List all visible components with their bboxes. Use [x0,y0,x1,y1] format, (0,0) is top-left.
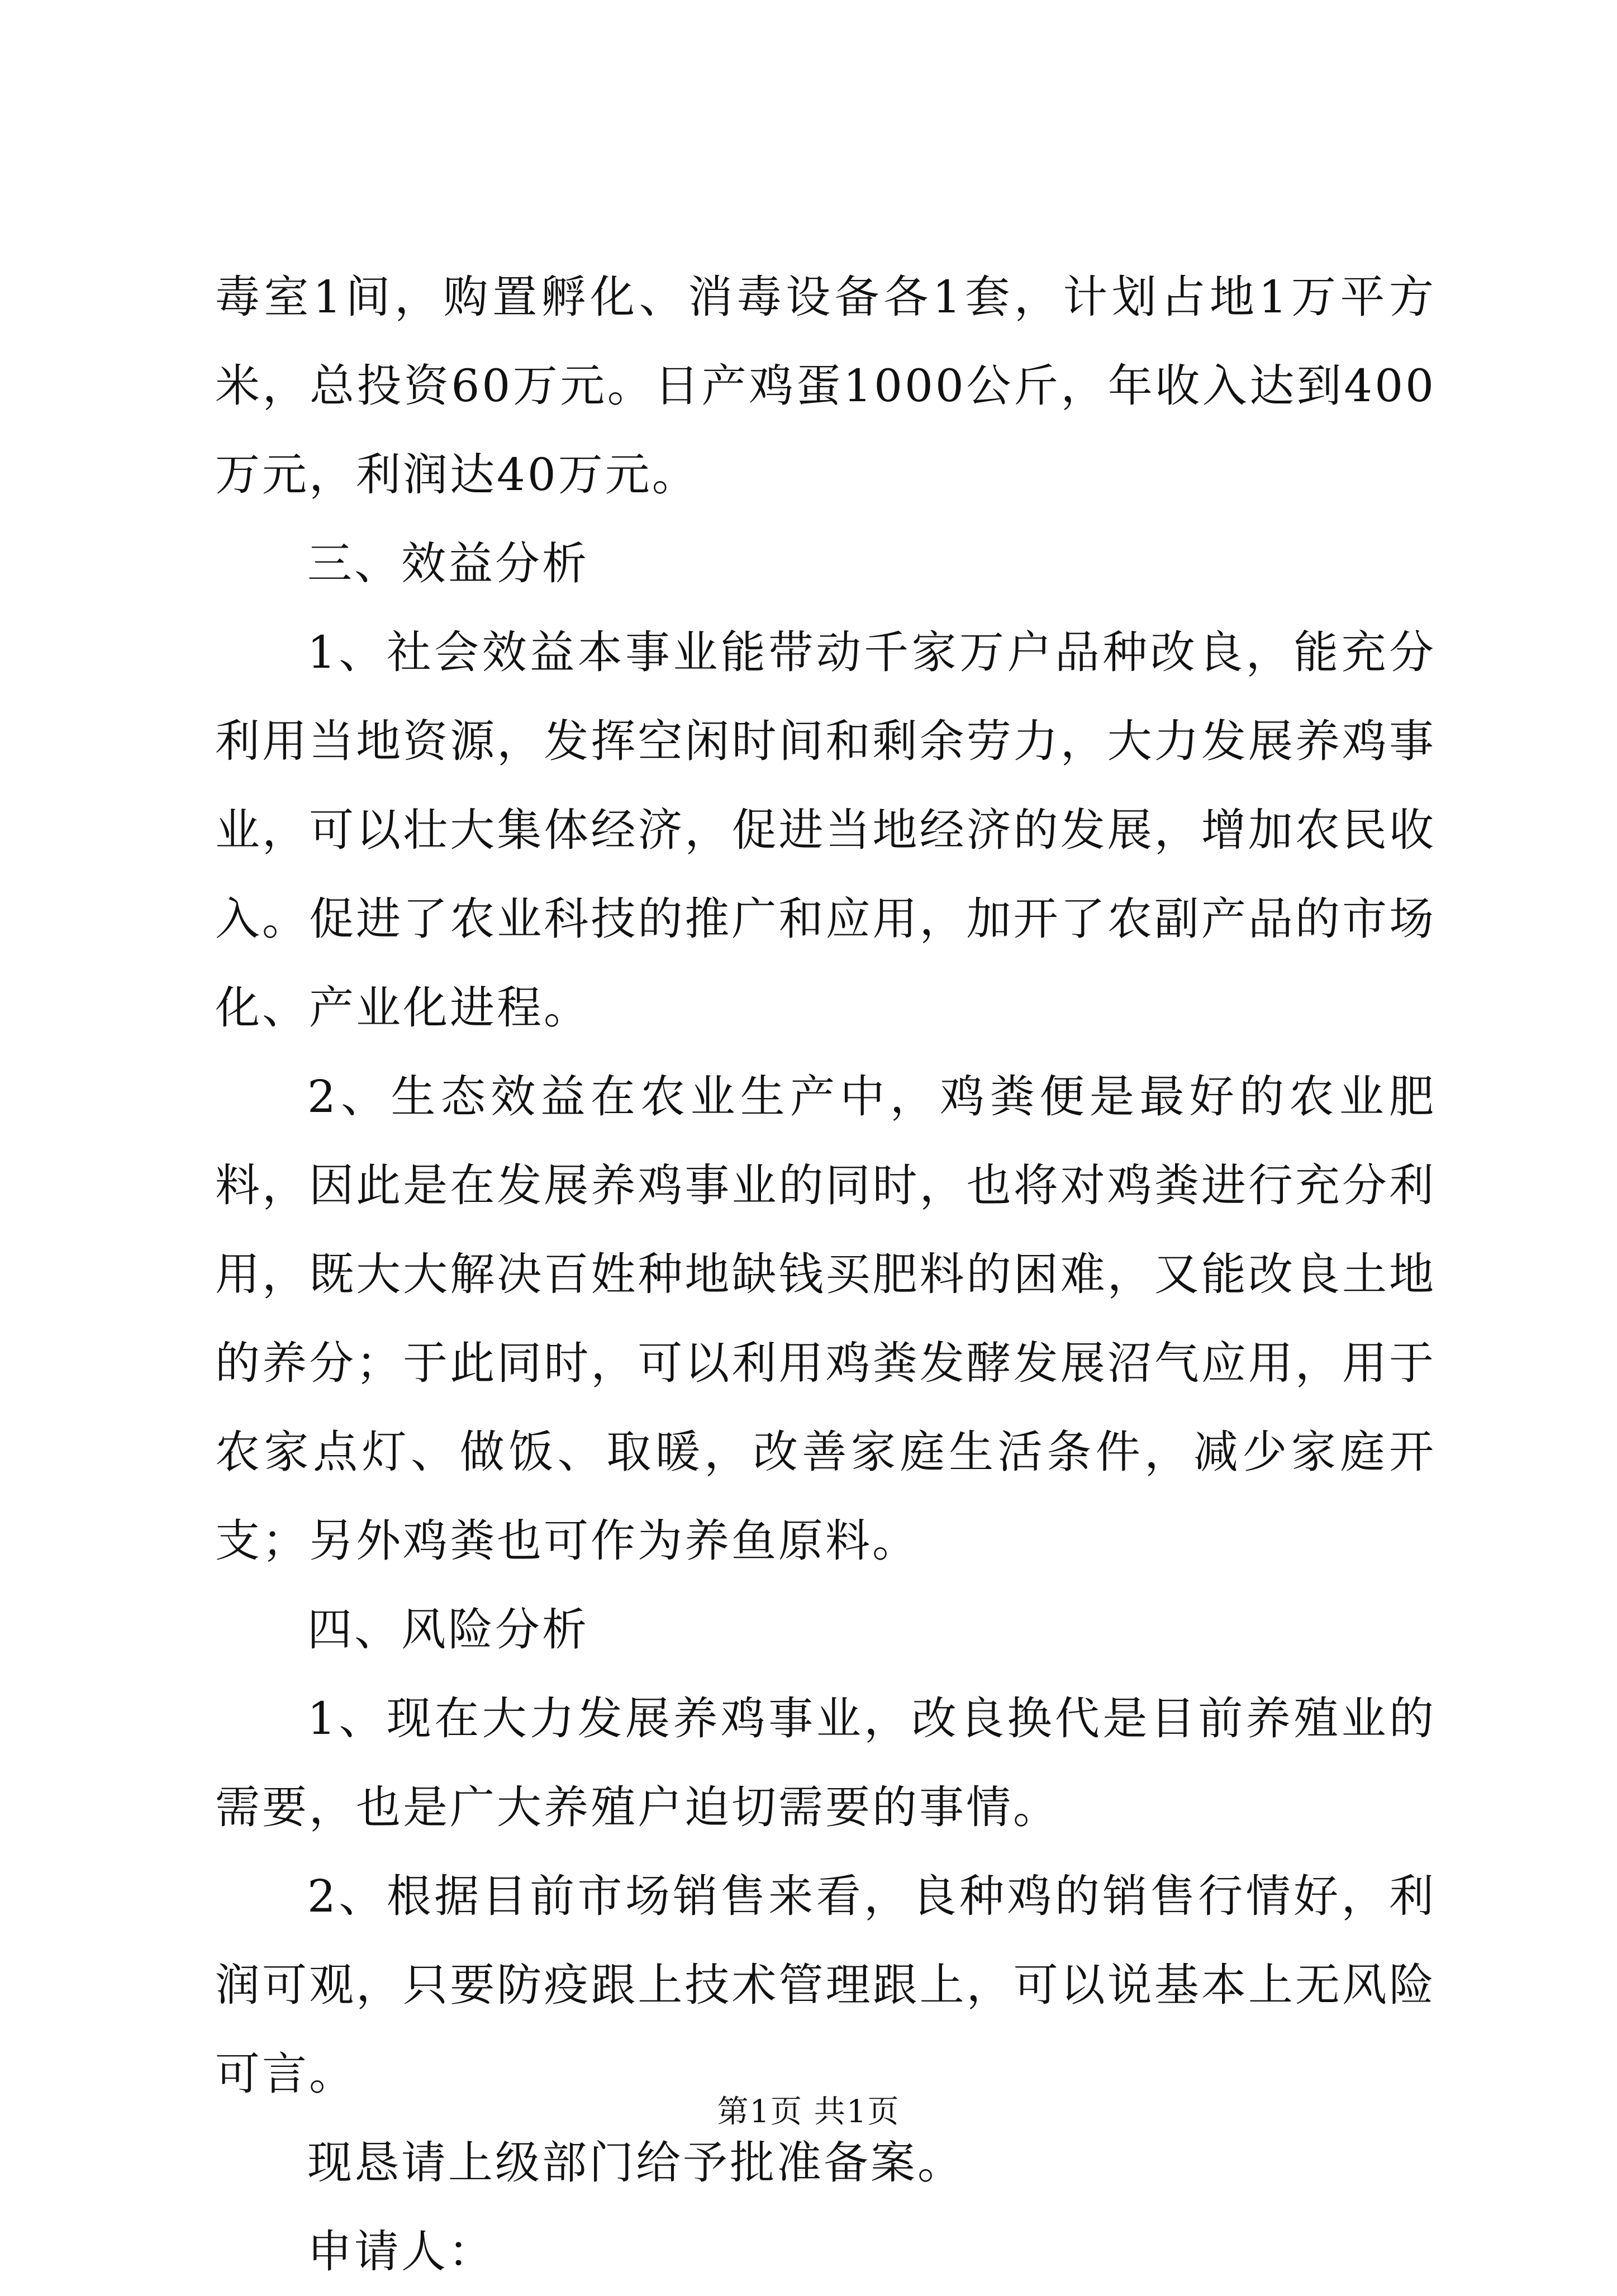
paragraph-risk-2: 2、根据目前市场销售来看，良种鸡的销售行情好，利润可观，只要防疫跟上技术管理跟上，可以说基本上无风险可言。 [215,1870,1436,2100]
page-footer: 第1页 共1页 [717,2094,900,2130]
heading-risk-analysis: 四、风险分析 [307,1604,589,1656]
heading-benefit-analysis: 三、效益分析 [307,538,589,590]
paragraph-applicant: 申请人： [307,2226,495,2278]
paragraph-investment-summary: 毒室1间，购置孵化、消毒设备各1套，计划占地1万平方米，总投资60万元。日产鸡蛋1000公斤，年收入达到400万元，利润达40万元。 [215,271,1436,501]
paragraph-risk-1: 1、现在大力发展养鸡事业，改良换代是目前养殖业的需要，也是广大养殖户迫切需要的事情。 [215,1693,1436,1833]
paragraph-ecological-benefit: 2、生态效益在农业生产中，鸡粪便是最好的农业肥料，因此是在发展养鸡事业的同时，也将对鸡粪进行充分利用，既大大解决百姓种地缺钱买肥料的困难，又能改良土地的养分；于此同时，可以利用鸡粪发酵发展沼气应用，用于农家点灯、做饭、取暖，改善家庭生活条件，减少家庭开支；另外鸡粪也可作为养鱼原料。 [215,1071,1436,1567]
document-body [215,253,1436,2296]
paragraph-social-benefit: 1、社会效益本事业能带动千家万户品种改良，能充分利用当地资源，发挥空闲时间和剩余劳力，大力发展养鸡事业，可以壮大集体经济，促进当地经济的发展，增加农民收入。促进了农业科技的推广和应用，加开了农副产品的市场化、产业化进程。 [215,626,1436,1034]
paragraph-approval-request: 现恳请上级部门给予批准备案。 [307,2137,964,2189]
